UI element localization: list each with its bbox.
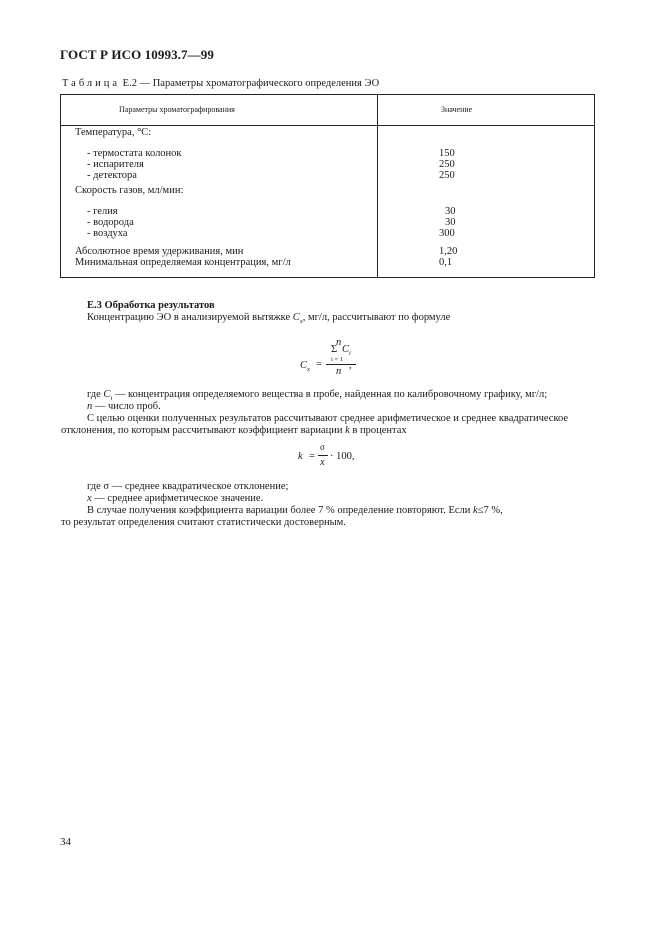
where-n-line	[87, 401, 161, 412]
paragraph-text: Концентрацию ЭО в анализируемой вытяжке	[87, 312, 291, 323]
paragraph-text: в процентах	[352, 425, 407, 436]
where-x-line	[87, 493, 263, 504]
variable-c: C	[300, 360, 308, 371]
row-label: Абсолютное время удерживания, мин	[75, 246, 244, 257]
parameters-table	[60, 94, 595, 278]
row-label: Температура, °С:	[75, 127, 152, 138]
variable-c: C	[103, 389, 111, 400]
variable-subscript: i	[110, 395, 113, 403]
variable-c: C	[342, 344, 350, 355]
formula-sum-lower: i = 1	[331, 356, 343, 363]
paragraph-text: где	[87, 389, 101, 400]
paragraph-text: отклонения, по которым рассчитывают коэффициент вариации	[61, 425, 343, 436]
formula-ci	[342, 344, 351, 357]
formula-comma: ,	[349, 360, 352, 371]
table-header-divider	[61, 125, 594, 126]
row-label: Скорость газов, мл/мин:	[75, 185, 184, 196]
formula-multiplier: · 100,	[330, 451, 355, 462]
variable-subscript: i	[349, 350, 351, 358]
row-value: 30	[445, 217, 456, 228]
row-label: - гелия	[87, 206, 118, 217]
row-value: 250	[439, 159, 455, 170]
table-caption-text: Е.2 — Параметры хроматографического определения ЭО	[122, 78, 380, 89]
paragraph-line: то результат определения считают статистически достоверным.	[61, 517, 346, 528]
row-label: - термостата колонок	[87, 148, 182, 159]
formula-k: k	[298, 451, 303, 462]
variable-subscript: x	[307, 366, 310, 374]
table-caption	[62, 78, 379, 89]
paragraph-line: С целью оценки полученных результатов рассчитывают среднее арифметическое и среднее квадратическое	[87, 413, 569, 424]
equals-sign: =	[309, 451, 315, 462]
table-header-value: Значение	[441, 105, 473, 114]
paragraph-line	[87, 505, 503, 516]
paragraph-text: — концентрация определяемого вещества в пробе, найденная по калибровочному графику, мг/л;	[114, 389, 548, 400]
variable-x: x	[87, 493, 92, 504]
standard-header: ГОСТ Р ИСО 10993.7—99	[60, 47, 214, 62]
paragraph-text: , мг/л, рассчитывают по формуле	[302, 312, 451, 323]
row-value: 300	[439, 228, 455, 239]
formula-denominator: n	[336, 366, 342, 377]
formula-lhs	[300, 360, 310, 373]
sum-symbol: Σ	[331, 344, 338, 355]
page-number: 34	[60, 836, 71, 848]
formula-sum-upper: n	[336, 337, 342, 348]
equals-sign: =	[316, 359, 322, 370]
row-value: 1,20	[439, 246, 458, 257]
formula-sigma: σ	[320, 442, 325, 452]
section-title: Е.3 Обработка результатов	[87, 300, 215, 311]
variable-k: k	[345, 425, 350, 436]
paragraph-text: ≤7 %,	[477, 505, 503, 516]
row-label: - воздуха	[87, 228, 128, 239]
formula-x: x	[320, 457, 325, 468]
row-value: 0,1	[439, 257, 453, 268]
row-label: - детектора	[87, 170, 137, 181]
row-label: Минимальная определяемая концентрация, мг/л	[75, 257, 291, 268]
paragraph-text: В случае получения коэффициента вариации более 7 % определение повторяют. Если	[87, 505, 471, 516]
paragraph-text: — среднее арифметическое значение.	[94, 493, 264, 504]
row-value: 150	[439, 148, 455, 159]
row-label: - испарителя	[87, 159, 144, 170]
where-sigma-line: где σ — среднее квадратическое отклонение;	[87, 481, 289, 492]
variable-subscript: x	[299, 318, 303, 326]
table-caption-word: Таблица	[62, 78, 121, 89]
table-header-params: Параметры хроматографирования	[119, 105, 235, 114]
row-value: 30	[445, 206, 456, 217]
row-label: - водорода	[87, 217, 134, 228]
variable-n: n	[87, 401, 93, 412]
paragraph-concentration	[87, 312, 450, 325]
variable-k: k	[473, 505, 478, 516]
row-value: 250	[439, 170, 455, 181]
paragraph-line	[61, 425, 407, 436]
table-column-divider	[377, 95, 378, 277]
paragraph-text: — число проб.	[94, 401, 161, 412]
variable-c: C	[292, 312, 300, 323]
fraction-bar	[318, 455, 328, 456]
